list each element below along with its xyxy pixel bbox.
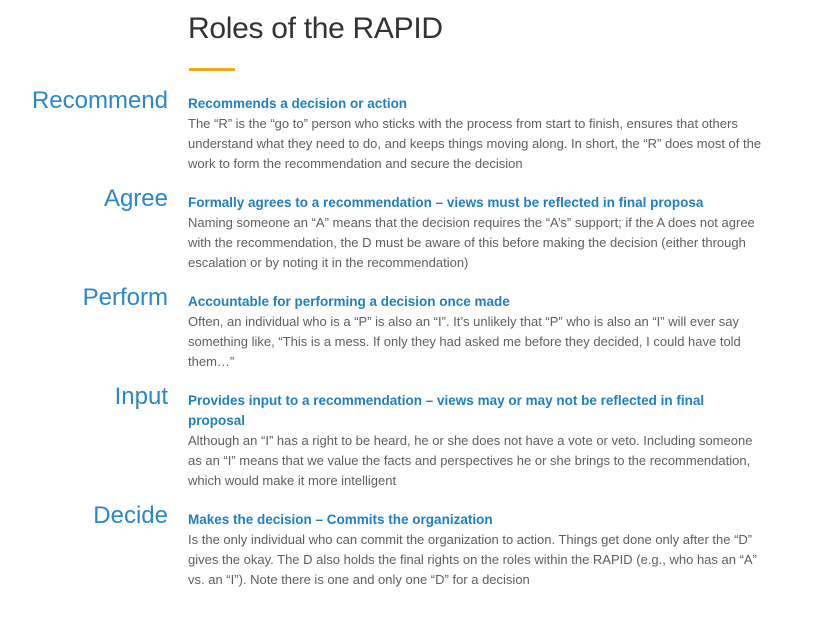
role-heading-input: Provides input to a recommendation – views may or may not be reflected in final proposal	[188, 393, 705, 428]
role-label-agree: Agree	[103, 185, 168, 212]
role-heading-recommend: Recommends a decision or action	[188, 96, 408, 111]
role-description-recommend: The “R” is the “go to” person who sticks with the process from start to finish, ensures that others understand what they need to do, and keeps things moving along. In short, the “R” does most of the work to form the recommendation and secure the decision	[188, 116, 762, 171]
role-description-input: Although an “I” has a right to be heard, he or she does not have a vote or veto. Including someone as an “I” means that we value the facts and perspectives he or she brings to the recommendation, which would make it more intelligent	[188, 433, 753, 488]
role-description-perform: Often, an individual who is a “P” is also an “I”. It’s unlikely that “P” who is also an “I” will ever say something like, “This is a mess. If only they had asked me before they decided, I could have told them…”	[188, 314, 741, 369]
role-block-input	[188, 391, 768, 491]
role-block-recommend	[188, 94, 768, 174]
page-title: Roles of the RAPID	[188, 12, 443, 45]
role-label-input: Input	[114, 383, 168, 410]
role-label-recommend: Recommend	[31, 87, 168, 114]
title-accent-rule	[189, 68, 235, 71]
role-heading-agree: Formally agrees to a recommendation – views must be reflected in final proposa	[188, 195, 704, 210]
role-heading-decide: Makes the decision – Commits the organization	[188, 512, 493, 527]
role-block-agree	[188, 193, 768, 273]
role-label-decide: Decide	[93, 502, 168, 529]
role-block-perform	[188, 292, 768, 372]
role-heading-perform: Accountable for performing a decision once made	[188, 294, 510, 309]
role-block-decide	[188, 510, 768, 590]
role-description-agree: Naming someone an “A” means that the decision requires the “A’s” support; if the A does not agree with the recommendation, the D must be aware of this before making the decision (either through escalation or by noting it in the recommendation)	[188, 215, 755, 270]
role-description-decide: Is the only individual who can commit the organization to action. Things get done only after the “D” gives the okay. The D also holds the final rights on the roles within the RAPID (e.g., who has an “A” vs. an “I”). Note there is one and only one “D” for a decision	[188, 532, 757, 587]
role-label-perform: Perform	[82, 284, 168, 311]
